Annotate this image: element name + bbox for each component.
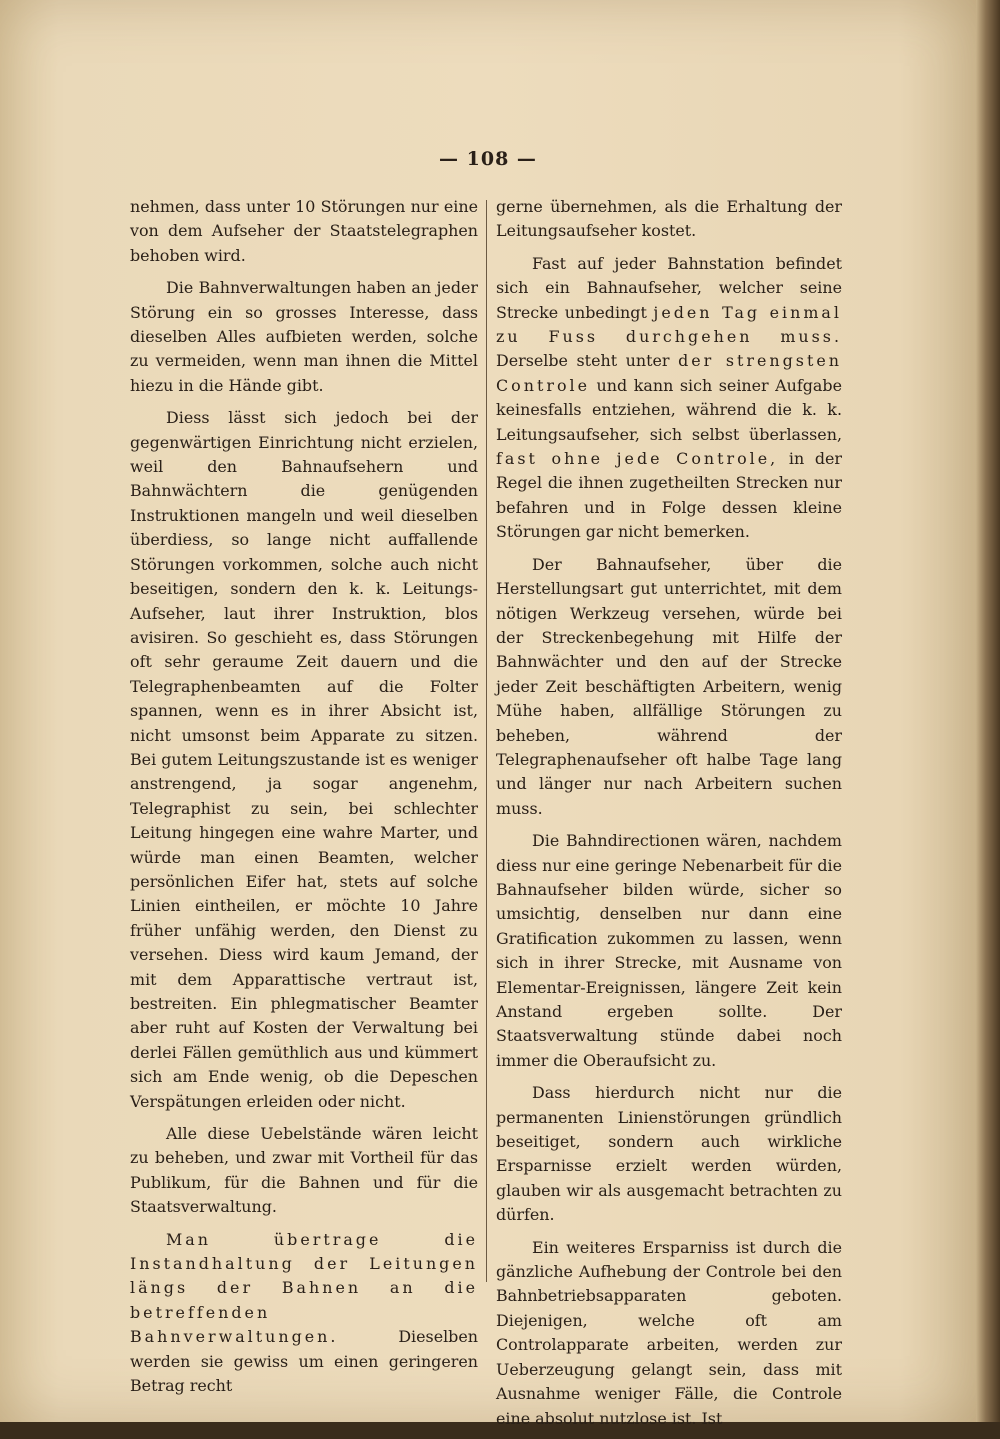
paragraph: Alle diese Uebelstände wären leicht zu beheben, und zwar mit Vortheil für das Publikum, für die Bahnen und für die Staatsverwaltung. — [130, 1124, 478, 1217]
paragraph — [130, 1228, 478, 1399]
paragraph: Der Bahnaufseher, über die Herstellungsart gut unterrichtet, mit dem nötigen Werkzeug versehen, würde bei der Streckenbegehung mit Hilfe der Bahnwächter und den auf der Strecke jeder Zeit beschäftigten Arbeitern, wenig Mühe haben, allfällige Störungen zu beheben, während der Telegraphenaufseher oft halbe Tage lang und länger nur nach Arbeitern suchen muss. — [496, 554, 842, 818]
paragraph-text: Dieselben werden sie gewiss um einen geringeren Betrag recht — [130, 1327, 478, 1396]
right-column — [496, 195, 842, 1439]
paragraph: Die Bahndirectionen wären, nachdem diess nur eine geringe Nebenarbeit für die Bahnaufseher bilden würde, sicher so umsichtig, denselben nur dann eine Gratification zukommen zu lassen, wenn sich in ihrer Strecke, mit Ausname von Elementar-Ereignissen, längere Zeit kein Anstand ergeben sollte. Der Staatsverwaltung stünde dabei noch immer die Oberaufsicht zu. — [496, 831, 842, 1070]
emphasized-text: der strengsten Controle — [496, 351, 842, 395]
emphasized-text: Man übertrage die Instandhaltung der Leitungen längs der Bahnen an die betreffenden Bahnverwaltungen. — [130, 1229, 478, 1347]
paragraph: Dass hierdurch nicht nur die permanenten Linienstörungen gründlich beseitiget, sondern auch wirkliche Ersparnisse erzielt werden würden, glauben wir als ausgemacht betrachten zu dürfen. — [496, 1083, 842, 1225]
emphasized-text: jeden Tag einmal zu Fuss durchgehen muss. — [496, 302, 842, 347]
page-number: — 108 — — [439, 148, 537, 170]
paragraph: Die Bahnverwaltungen haben an jeder Störung ein so grosses Interesse, dass dieselben Alles aufbieten werden, solche zu vermeiden, wenn man ihnen die Mittel hiezu in die Hände gibt. — [130, 278, 478, 395]
paragraph — [496, 252, 842, 545]
emphasized-text: fast ohne jede Controle, — [496, 449, 779, 469]
paragraph: gerne übernehmen, als die Erhaltung der Leitungsaufseher kostet. — [496, 197, 842, 241]
column-divider — [486, 200, 487, 1282]
left-column — [130, 195, 478, 1407]
paragraph-text: Derselbe steht unter — [496, 351, 670, 371]
paragraph-text: Fast auf jeder Bahnstation befindet sich ein Bahnaufseher, welcher seine Strecke unbedingt — [496, 253, 842, 322]
page-edge — [976, 0, 1000, 1422]
paragraph: Ein weiteres Ersparniss ist durch die gänzliche Aufhebung der Controle bei den Bahnbetriebsapparaten geboten. Diejenigen, welche oft am Controlapparate arbeiten, werden zur Ueberzeugung gelangt sein, dass mit Ausnahme weniger Fälle, die Controle eine absolut nutzlose ist. Ist — [496, 1237, 842, 1428]
paragraph-text: in der Regel die ihnen zugetheilten Strecken nur befahren und in Folge dessen kleine Störungen gar nicht bemerken. — [496, 449, 842, 542]
paragraph: Diess lässt sich jedoch bei der gegenwärtigen Einrichtung nicht erzielen, weil den Bahnaufsehern und Bahnwächtern die genügenden Instruktionen mangeln und weil dieselben überdiess, so lange nicht auffallende Störungen vorkommen, solche auch nicht beseitigen, sondern den k. k. Leitungs-Aufseher, laut ihrer Instruktion, blos avisiren. So geschieht es, dass Störungen oft sehr geraume Zeit dauern und die Telegraphenbeamten auf die Folter spannen, wenn es in ihrer Absicht ist, nicht umsonst beim Apparate zu sitzen. Bei gutem Leitungszustande ist es weniger anstrengend, ja sogar angenehm, Telegraphist zu sein, bei schlechter Leitung hingegen eine wahre Marter, und würde man einen Beamten, welcher persönlichen Eifer hat, stets auf solche Linien eintheilen, er möchte 10 Jahre früher unfähig werden, den Dienst zu versehen. Diess wird kaum Jemand, der mit dem Apparattische vertraut ist, bestreiten. Ein phlegmatischer Beamter aber ruht auf Kosten der Verwaltung bei derlei Fällen gemüthlich aus und kümmert sich am Ende wenig, ob die Depeschen Verspätungen erleiden oder nicht. — [130, 408, 479, 1111]
paragraph: nehmen, dass unter 10 Störungen nur eine von dem Aufseher der Staatstelegraphen behoben wird. — [130, 197, 478, 265]
paragraph-text: und kann sich seiner Aufgabe keinesfalls entziehen, während die k. k. Leitungsaufseher, sich selbst überlassen, — [496, 375, 842, 444]
